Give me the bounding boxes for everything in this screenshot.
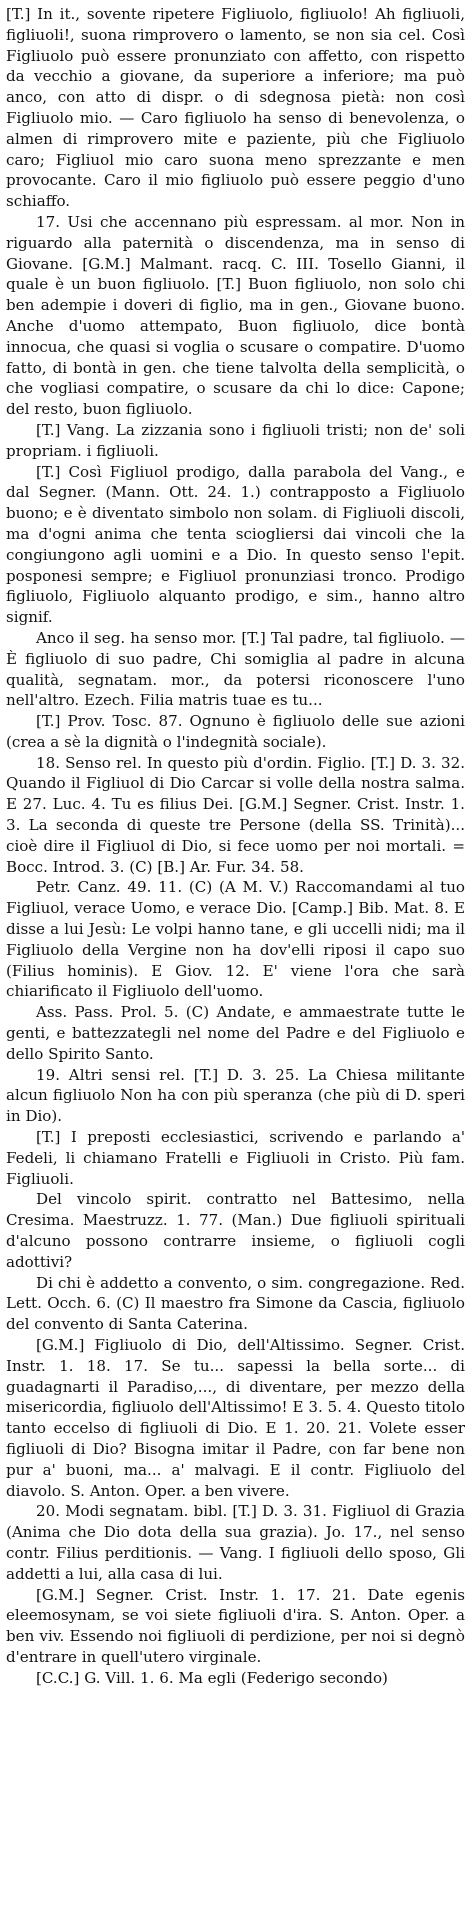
entry-paragraph-figliuolo-di-dio: [G.M.] Figliuolo di Dio, dell'Altissimo. Segner. Crist. Instr. 1. 18. 17. Se tu... sapessi la bella sorte... di guadagnarti il Paradiso,..., di diventare, per mezzo della misericordia, figliuolo dell'Altissimo! E 3. 5. 4. Questo titolo tanto eccelso di figliuoli di Dio. E 1. 20. 21. Volete esser figliuoli di Dio? Bisogna imitar il Padre, con far bene non pur a' buoni, ma... a' malvagi. E il contr. Figliuolo del diavolo. S. Anton. Oper. a ben vivere. (6, 1336, 465, 1500)
entry-paragraph-vangelo: [T.] Vang. La zizzania sono i figliuoli tristi; non de' soli propriam. i figliuoli. (6, 420, 465, 460)
entry-paragraph-convento: Di chi è addetto a convento, o sim. congregazione. Red. Lett. Occh. 6. (C) Il maestro fra Simone da Cascia, figliuolo del convento di Santa Caterina. (6, 1273, 465, 1334)
entry-paragraph-segneri: [G.M.] Segner. Crist. Instr. 1. 17. 21. Date egenis eleemosynam, se voi siete figliuoli d'ira. S. Anton. Oper. a ben viv. Essendo noi figliuoli di perdizione, per noi si degnò d'entrare in quell'utero virginale. (6, 1585, 465, 1666)
entry-paragraph-usage: [T.] In it., sovente ripetere Figliuolo, figliuolo! Ah figliuoli, figliuoli!, suona rimprovero o lamento, se non sia cel. Così Figliuolo può essere pronunziato con affetto, con rispetto da vecchio a giovane, da superiore a inferiore; ma può anco, con atto di dispr. o di sdegnosa pietà: non così Figliuolo mio. — Caro figliuolo ha senso di benevolenza, o almen di rimprovero mite e paziente, più che Figliuolo caro; Figliuol mio caro suona meno sprezzante e men provocante. Caro il mio figliuolo può essere peggio d'uno schiaffo. (6, 5, 465, 211)
entry-paragraph-senso-mor: Anco il seg. ha senso mor. [T.] Tal padre, tal figliuolo. — È figliuolo di suo padre, Chi somiglia al padre in alcuna qualità, segnatam. mor., da potersi riconoscere l'uno nell'altro. Ezech. Filia matris tuae es tu... (6, 628, 465, 710)
entry-paragraph-battesimo: Del vincolo spirit. contratto nel Battesimo, nella Cresima. Maestruzz. 1. 77. (Man.) Due figliuoli spirituali d'alcuno possono contrarre insieme, o figliuoli cogli adottivi? (6, 1190, 465, 1271)
entry-paragraph-preposti: [T.] I preposti ecclesiastici, scrivendo e parlando a' Fedeli, li chiamano Fratelli e Figliuoli in Cristo. Più fam. Figliuoli. (6, 1128, 465, 1188)
entry-paragraph-ass-pass: Ass. Pass. Prol. 5. (C) Andate, e ammaestrate tutte le genti, e battezzategli nel nome del Padre e del Figliuolo e dello Spirito Santo. (6, 1003, 465, 1063)
entry-sense-19: 19. Altri sensi rel. [T.] D. 3. 25. La Chiesa militante alcun figliuolo Non ha con più speranza (che più di D. speri in Dio). (6, 1065, 465, 1126)
entry-sense-18: 18. Senso rel. In questo più d'ordin. Figlio. [T.] D. 3. 32. Quando il Figliuol di Dio Carcar si volle della nostra salma. E 27. Luc. 4. Tu es filius Dei. [G.M.] Segner. Crist. Instr. 1. 3. La seconda di queste tre Persone (della SS. Trinità)... cioè dire il Figliuol di Dio, si fece uomo per noi mortali. = Bocc. Introd. 3. (C) [B.] Ar. Fur. 34. 58. (6, 753, 465, 876)
entry-paragraph-proverbio: [T.] Prov. Tosc. 87. Ognuno è figliuolo delle sue azioni (crea a sè la dignità o l'indegnità sociale). (6, 712, 465, 751)
entry-paragraph-villani: [C.C.] G. Vill. 1. 6. Ma egli (Federigo secondo) (36, 1668, 388, 1687)
entry-paragraph-prodigo: [T.] Così Figliuol prodigo, dalla parabola del Vang., e dal Segner. (Mann. Ott. 24. 1.) contrapposto a Figliuolo buono; e è diventato simbolo non solam. di Figliuoli discoli, ma d'ogni anima che tenta sciogliersi dai vincoli che la congiungono agli uomini e a Dio. In questo senso l'epit. posponesi sempre; e Figliuol pronunziasi tronco. Prodigo figliuolo, Figliuolo alquanto prodigo, e sim., hanno altro signif. (6, 462, 465, 627)
entry-sense-20: 20. Modi segnatam. bibl. [T.] D. 3. 31. Figliuol di Grazia (Anima che Dio dota della sua grazia). Jo. 17., nel senso contr. Filius perditionis. — Vang. I figliuoli dello sposo, Gli addetti a lui, alla casa di lui. (6, 1502, 465, 1583)
entry-sense-17: 17. Usi che accennano più espressam. al mor. Non in riguardo alla paternità o discendenza, ma in senso di Giovane. [G.M.] Malmant. racq. C. III. Tosello Gianni, il quale è un buon figliuolo. [T.] Buon figliuolo, non solo chi ben adempie i doveri di figlio, ma in gen., Giovane buono. Anche d'uomo attempato, Buon figliuolo, dice bontà innocua, che quasi si voglia o scusare o compatire. D'uomo fatto, di bontà in gen. che tiene talvolta della semplicità, o che vogliasi compatire, o scusare da chi lo dice: Capone; del resto, buon figliuolo. (6, 212, 465, 419)
entry-paragraph-petrarca: Petr. Canz. 49. 11. (C) (A M. V.) Raccomandami al tuo Figliuol, verace Uomo, e verace Dio. [Camp.] Bib. Mat. 8. E disse a lui Jesù: Le volpi hanno tane, e gli uccelli nidi; ma il Figliuolo della Vergine non ha dov'elli riposi il capo suo (Filius hominis). E Giov. 12. E' viene l'ora che sarà chiarificato il Figliuolo dell'uomo. (6, 878, 465, 1001)
